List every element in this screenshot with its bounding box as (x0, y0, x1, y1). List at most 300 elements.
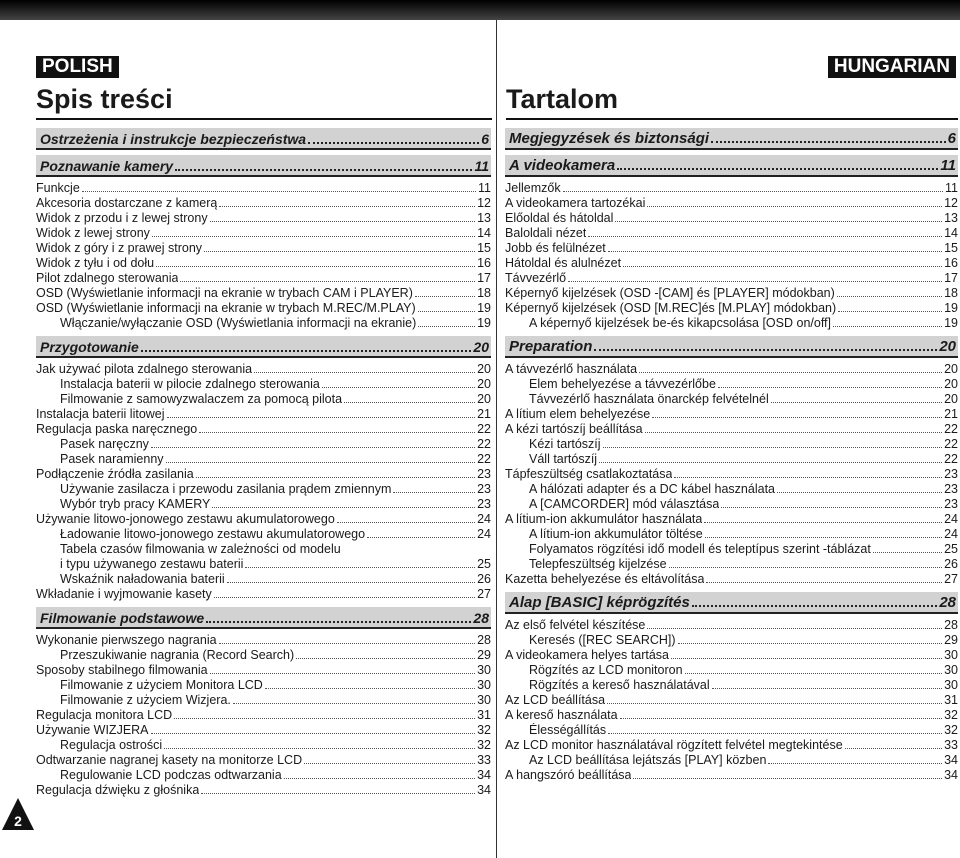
dot-leader (647, 196, 942, 207)
toc-entry (36, 708, 491, 723)
section-page-number: 6 (481, 131, 489, 147)
toc-entry (505, 301, 958, 316)
entry-page-number: 19 (477, 316, 491, 330)
toc-entry (505, 256, 958, 271)
entry-page-number: 22 (944, 422, 958, 436)
entry-page-number: 22 (477, 422, 491, 436)
dot-leader (837, 286, 942, 297)
dot-leader (337, 512, 475, 523)
entry-page-number: 32 (944, 708, 958, 722)
dot-leader (322, 377, 475, 388)
entry-title: Az első felvétel készítése (505, 618, 646, 632)
dot-leader (166, 452, 476, 463)
entry-title: A videokamera tartozékai (505, 196, 646, 210)
entry-title: Sposoby stabilnego filmowania (36, 663, 208, 677)
entry-title: Filmowanie z użyciem Monitora LCD (60, 678, 263, 692)
toc-entry (36, 407, 491, 422)
entry-page-number: 17 (477, 271, 491, 285)
toc-entry (505, 663, 958, 678)
entry-page-number: 30 (944, 678, 958, 692)
entry-title: Widok z przodu i z lewej strony (36, 211, 208, 225)
toc-entry (505, 286, 958, 301)
entry-page-number: 13 (944, 211, 958, 225)
entry-title: Képernyő kijelzések (OSD [M.REC]és [M.PLAY] módokban) (505, 301, 837, 315)
entry-page-number: 25 (944, 542, 958, 556)
toc-entry (36, 693, 491, 708)
dot-leader (152, 226, 475, 237)
entry-title: Élességállítás (529, 723, 607, 737)
dot-leader (141, 339, 472, 352)
toc-entry (36, 497, 491, 512)
dot-leader (623, 256, 942, 267)
entry-page-number: 31 (944, 693, 958, 707)
entry-title: Filmowanie z użyciem Wizjera. (60, 693, 231, 707)
entry-title: Távvezérlő (505, 271, 567, 285)
dot-leader (633, 768, 942, 779)
entry-title: A lítium elem behelyezése (505, 407, 651, 421)
entry-page-number: 30 (944, 648, 958, 662)
entry-title: OSD (Wyświetlanie informacji na ekranie w trybach CAM i PLAYER) (36, 286, 413, 300)
entry-title: A [CAMCORDER] mód választása (529, 497, 720, 511)
entry-title: Używanie zasilacza i przewodu zasilania prądem zmiennym (60, 482, 392, 496)
entry-title: Baloldali nézet (505, 226, 587, 240)
toc-entry (36, 226, 491, 241)
dot-leader (678, 633, 943, 644)
dot-leader (210, 663, 475, 674)
toc-column-polish (36, 128, 491, 798)
dot-leader (175, 158, 472, 171)
toc-entry (505, 708, 958, 723)
dot-leader (199, 422, 475, 433)
entry-title: A képernyő kijelzések be-és kikapcsolása [OSD on/off] (529, 316, 832, 330)
toc-entry (36, 648, 491, 663)
dot-leader (418, 301, 475, 312)
dot-leader (768, 753, 942, 764)
dot-leader (210, 211, 476, 222)
entry-page-number: 33 (944, 738, 958, 752)
entry-title: Wykonanie pierwszego nagrania (36, 633, 217, 647)
toc-entry (505, 678, 958, 693)
dot-leader (219, 196, 475, 207)
entry-page-number: 30 (944, 663, 958, 677)
entry-page-number: 19 (477, 301, 491, 315)
dot-leader (415, 286, 475, 297)
toc-entry (505, 723, 958, 738)
entry-title: Instalacja baterii w pilocie zdalnego sterowania (60, 377, 320, 391)
toc-entry (505, 452, 958, 467)
section-title: Megjegyzések és biztonsági (509, 130, 710, 147)
toc-entry (505, 226, 958, 241)
section-page-number: 20 (939, 338, 956, 355)
toc-section-heading (36, 155, 491, 177)
toc-entry (36, 738, 491, 753)
entry-page-number: 29 (944, 633, 958, 647)
entry-title: A hálózati adapter és a DC kábel használata (529, 482, 775, 496)
dot-leader (718, 377, 942, 388)
dot-leader (304, 753, 475, 764)
toc-entry (505, 738, 958, 753)
toc-entry (36, 452, 491, 467)
entry-page-number: 34 (944, 753, 958, 767)
entry-page-number: 26 (477, 572, 491, 586)
toc-entry (36, 256, 491, 271)
entry-title: Przeszukiwanie nagrania (Record Search) (60, 648, 295, 662)
entry-page-number: 23 (944, 467, 958, 481)
entry-title: Távvezérlő használata önarckép felvételnél (529, 392, 769, 406)
dot-leader (639, 362, 942, 373)
dot-leader (367, 527, 475, 538)
section-page-number: 28 (939, 594, 956, 611)
toc-entry (36, 512, 491, 527)
toc-entry (36, 723, 491, 738)
entry-title: Widok z tyłu i od dołu (36, 256, 155, 270)
dot-leader (647, 618, 942, 629)
section-page-number: 11 (474, 158, 489, 174)
toc-entry (36, 316, 491, 331)
entry-page-number: 34 (944, 768, 958, 782)
toc-section-heading (505, 336, 958, 358)
dot-leader (265, 678, 475, 689)
toc-entry (36, 678, 491, 693)
entry-title: A hangszóró beállítása (505, 768, 632, 782)
entry-page-number: 18 (944, 286, 958, 300)
toc-section-heading (36, 336, 491, 358)
toc-entry (505, 437, 958, 452)
entry-title: Előoldal és hátoldal (505, 211, 614, 225)
entry-page-number: 21 (477, 407, 491, 421)
entry-title: Kazetta behelyezése és eltávolítása (505, 572, 705, 586)
dot-leader (212, 497, 475, 508)
entry-page-number: 27 (944, 572, 958, 586)
dot-leader (599, 452, 942, 463)
dot-leader (418, 316, 475, 327)
toc-entry (505, 557, 958, 572)
entry-title: Wybór tryb pracy KAMERY (60, 497, 211, 511)
entry-page-number: 12 (477, 196, 491, 210)
section-page-number: 6 (947, 130, 956, 147)
entry-title: Pilot zdalnego sterowania (36, 271, 179, 285)
entry-title: A kereső használata (505, 708, 618, 722)
dot-leader (219, 633, 476, 644)
toc-entry (36, 542, 491, 557)
entry-page-number: 25 (477, 557, 491, 571)
dot-leader (873, 542, 942, 553)
toc-entry (505, 196, 958, 211)
dot-leader (603, 437, 943, 448)
toc-entry (505, 241, 958, 256)
entry-title: Akcesoria dostarczane z kamerą (36, 196, 218, 210)
toc-entry (36, 753, 491, 768)
entry-title: Tabela czasów filmowania w zależności od modelu (60, 542, 341, 556)
toc-entry (505, 422, 958, 437)
entry-title: Jak używać pilota zdalnego sterowania (36, 362, 253, 376)
entry-page-number: 11 (478, 181, 491, 195)
entry-title: Hátoldal és alulnézet (505, 256, 622, 270)
entry-page-number: 22 (477, 452, 491, 466)
entry-page-number: 22 (944, 437, 958, 451)
section-title: Przygotowanie (40, 339, 139, 355)
page-number: 2 (14, 813, 22, 829)
toc-entry (36, 392, 491, 407)
dot-leader (838, 301, 942, 312)
entry-page-number: 15 (944, 241, 958, 255)
entry-title: Kézi tartószíj (529, 437, 601, 451)
toc-entry (36, 783, 491, 798)
toc-entry (36, 301, 491, 316)
entry-title: Używanie litowo-jonowego zestawu akumulatorowego (36, 512, 335, 526)
toc-entry (505, 693, 958, 708)
dot-leader (685, 663, 943, 674)
entry-page-number: 22 (944, 452, 958, 466)
dot-leader (645, 422, 943, 433)
toc-section-heading (36, 607, 491, 629)
entry-page-number: 23 (477, 467, 491, 481)
entry-page-number: 34 (477, 783, 491, 797)
toc-entry (505, 316, 958, 331)
entry-title: Podłączenie źródła zasilania (36, 467, 194, 481)
toc-section-heading (36, 128, 491, 150)
toc-entry (36, 241, 491, 256)
dot-leader (151, 723, 476, 734)
toc-entry (505, 497, 958, 512)
title-rule (36, 118, 492, 120)
entry-title: Az LCD monitor használatával rögzített felvétel megtekintése (505, 738, 843, 752)
dot-leader (164, 738, 475, 749)
toc-entry (36, 181, 491, 196)
toc-entry (505, 482, 958, 497)
toc-entry (36, 467, 491, 482)
dot-leader (607, 693, 942, 704)
entry-title: OSD (Wyświetlanie informacji na ekranie w trybach M.REC/M.PLAY) (36, 301, 416, 315)
dot-leader (245, 557, 475, 568)
toc-entry (36, 768, 491, 783)
toc-entry (505, 648, 958, 663)
toc-entry (505, 572, 958, 587)
entry-page-number: 26 (944, 557, 958, 571)
dot-leader (669, 557, 943, 568)
entry-title: Wskaźnik naładowania baterii (60, 572, 225, 586)
toc-entry (505, 768, 958, 783)
entry-page-number: 17 (944, 271, 958, 285)
entry-page-number: 20 (477, 377, 491, 391)
dot-leader (233, 693, 475, 704)
entry-page-number: 14 (477, 226, 491, 240)
toc-entry (505, 362, 958, 377)
entry-title: A távvezérlő használata (505, 362, 638, 376)
dot-leader (777, 482, 942, 493)
entry-page-number: 27 (477, 587, 491, 601)
section-title: Alap [BASIC] képrögzítés (509, 594, 690, 611)
dot-leader (771, 392, 942, 403)
dot-leader (712, 678, 942, 689)
entry-title: A lítium-ion akkumulátor használata (505, 512, 703, 526)
section-page-number: 20 (473, 339, 489, 355)
entry-title: A lítium-ion akkumulátor töltése (529, 527, 703, 541)
entry-page-number: 20 (944, 362, 958, 376)
toc-entry (36, 482, 491, 497)
entry-title: Funkcje (36, 181, 80, 195)
entry-page-number: 20 (944, 392, 958, 406)
toc-entry (36, 437, 491, 452)
section-page-number: 28 (473, 610, 489, 626)
toc-entry (36, 286, 491, 301)
dot-leader (196, 467, 475, 478)
entry-page-number: 24 (944, 527, 958, 541)
entry-title: Ładowanie litowo-jonowego zestawu akumulatorowego (60, 527, 366, 541)
language-label-polish: POLISH (36, 56, 119, 78)
toc-entry (505, 211, 958, 226)
toc-entry (505, 512, 958, 527)
dot-leader (296, 648, 475, 659)
entry-title: Używanie WIZJERA (36, 723, 149, 737)
entry-title: Elem behelyezése a távvezérlőbe (529, 377, 716, 391)
dot-leader (652, 407, 942, 418)
entry-page-number: 32 (477, 723, 491, 737)
entry-page-number: 31 (477, 708, 491, 722)
dot-leader (180, 271, 475, 282)
toc-section-heading (505, 128, 958, 150)
entry-page-number: 20 (944, 377, 958, 391)
dot-leader (201, 783, 475, 794)
page-title-hungarian: Tartalom (506, 84, 619, 114)
entry-page-number: 28 (944, 618, 958, 632)
entry-title: Az LCD beállítása lejátszás [PLAY] közben (529, 753, 767, 767)
toc-entry (505, 618, 958, 633)
toc-entry (36, 196, 491, 211)
entry-title: A videokamera helyes tartása (505, 648, 669, 662)
page-title-polish: Spis treści (36, 84, 173, 114)
entry-page-number: 14 (944, 226, 958, 240)
entry-title: Rögzítés az LCD monitoron (529, 663, 683, 677)
dot-leader (620, 708, 943, 719)
entry-page-number: 20 (477, 362, 491, 376)
toc-section-heading (505, 592, 958, 614)
entry-title: Widok z lewej strony (36, 226, 150, 240)
dot-leader (845, 738, 942, 749)
dot-leader (214, 587, 475, 598)
dot-leader (615, 211, 942, 222)
entry-title: Regulacja dźwięku z głośnika (36, 783, 200, 797)
entry-page-number: 20 (477, 392, 491, 406)
section-page-number: 11 (940, 157, 956, 174)
entry-title: Pasek naramienny (60, 452, 164, 466)
section-title: A videokamera (509, 157, 616, 174)
entry-title: Regulacja monitora LCD (36, 708, 173, 722)
entry-title: Jellemzők (505, 181, 561, 195)
dot-leader (608, 241, 942, 252)
toc-section-heading (505, 155, 958, 177)
toc-entry (505, 392, 958, 407)
entry-page-number: 30 (477, 678, 491, 692)
entry-title: Odtwarzanie nagranej kasety na monitorze LCD (36, 753, 303, 767)
entry-page-number: 34 (477, 768, 491, 782)
entry-page-number: 29 (477, 648, 491, 662)
toc-entry (36, 527, 491, 542)
dot-leader (156, 256, 475, 267)
entry-title: Włączanie/wyłączanie OSD (Wyświetlania informacji na ekranie) (60, 316, 417, 330)
dot-leader (588, 226, 942, 237)
entry-title: Telepfeszültség kijelzése (529, 557, 667, 571)
entry-page-number: 23 (477, 482, 491, 496)
toc-entry (36, 211, 491, 226)
dot-leader (706, 572, 942, 583)
toc-entry (36, 557, 491, 572)
entry-page-number: 32 (477, 738, 491, 752)
entry-page-number: 16 (944, 256, 958, 270)
dot-leader (227, 572, 475, 583)
column-divider (496, 20, 497, 858)
toc-entry (36, 663, 491, 678)
entry-title: Képernyő kijelzések (OSD -[CAM] és [PLAYER] módokban) (505, 286, 835, 300)
dot-leader (705, 527, 942, 538)
toc-entry (505, 753, 958, 768)
dot-leader (254, 362, 475, 373)
entry-title: Filmowanie z samowyzwalaczem za pomocą pilota (60, 392, 343, 406)
entry-title: Widok z góry i z prawej strony (36, 241, 203, 255)
entry-title: Váll tartószíj (529, 452, 598, 466)
toc-entry (505, 181, 958, 196)
entry-title: Regulacja ostrości (60, 738, 163, 752)
entry-title: i typu używanego zestawu baterii (60, 557, 244, 571)
entry-title: Folyamatos rögzítési idő modell és teleptípus szerint -táblázat (529, 542, 871, 556)
dot-leader (174, 708, 475, 719)
dot-leader (674, 467, 942, 478)
toc-entry (36, 422, 491, 437)
dot-leader (833, 316, 942, 327)
dot-leader (204, 241, 475, 252)
entry-page-number: 33 (477, 753, 491, 767)
entry-title: Wkładanie i wyjmowanie kasety (36, 587, 212, 601)
page-number-badge (0, 796, 36, 832)
dot-leader (671, 648, 942, 659)
dot-leader (308, 131, 479, 144)
entry-page-number: 22 (477, 437, 491, 451)
top-banner (0, 0, 960, 20)
dot-leader (617, 157, 938, 170)
entry-page-number: 13 (477, 211, 491, 225)
entry-page-number: 16 (477, 256, 491, 270)
section-title: Ostrzeżenia i instrukcje bezpieczeństwa (40, 131, 307, 147)
dot-leader (284, 768, 475, 779)
entry-page-number: 30 (477, 663, 491, 677)
toc-column-hungarian (505, 128, 958, 783)
toc-entry (36, 633, 491, 648)
entry-page-number: 23 (477, 497, 491, 511)
toc-entry (36, 362, 491, 377)
dot-leader (692, 594, 937, 607)
entry-title: Instalacja baterii litowej (36, 407, 165, 421)
entry-page-number: 18 (477, 286, 491, 300)
entry-page-number: 19 (944, 316, 958, 330)
entry-title: A kézi tartószíj beállítása (505, 422, 643, 436)
toc-entry (505, 633, 958, 648)
entry-page-number: 28 (477, 633, 491, 647)
entry-title: Jobb és felülnézet (505, 241, 606, 255)
toc-entry (505, 271, 958, 286)
section-title: Filmowanie podstawowe (40, 610, 205, 626)
entry-title: Regulowanie LCD podczas odtwarzania (60, 768, 282, 782)
dot-leader (711, 130, 946, 143)
dot-leader (82, 181, 476, 192)
title-rule (506, 118, 958, 120)
language-label-hungarian: HUNGARIAN (828, 56, 956, 78)
toc-entry (505, 542, 958, 557)
section-title: Preparation (509, 338, 593, 355)
toc-entry (36, 572, 491, 587)
toc-entry (36, 587, 491, 602)
entry-page-number: 19 (944, 301, 958, 315)
toc-entry (505, 527, 958, 542)
